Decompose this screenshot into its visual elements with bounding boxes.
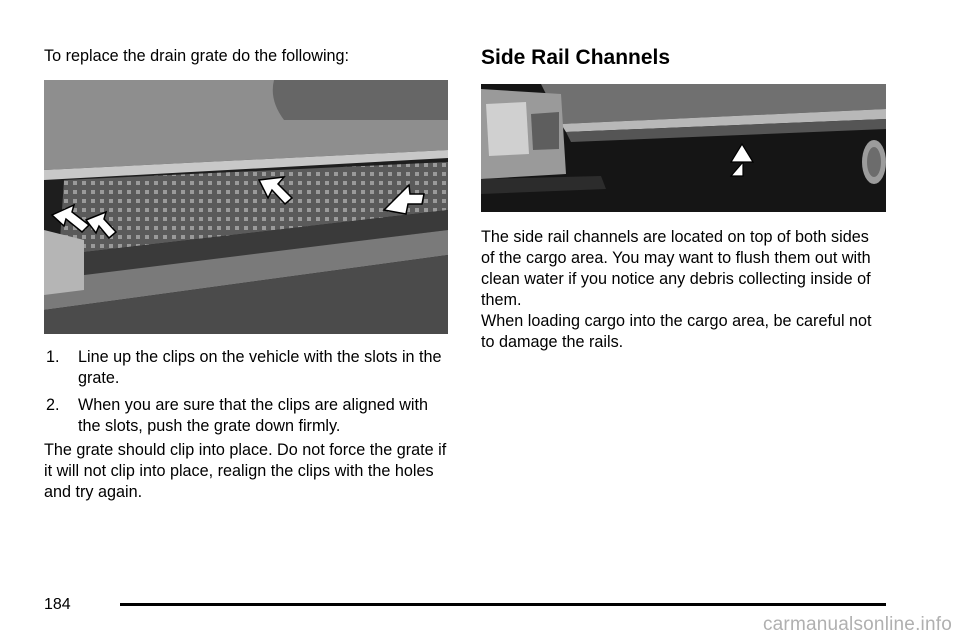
section-title: Side Rail Channels (481, 46, 671, 69)
page-number: 184 (44, 596, 71, 613)
step-text: When you are sure that the clips are aligned with the slots, push the grate down firmly. (78, 396, 429, 435)
list-item (44, 395, 448, 437)
list-item (44, 347, 448, 389)
steps-list (44, 347, 448, 443)
drain-grate-photo (44, 80, 448, 334)
step-number: 1. (46, 348, 60, 366)
cargo-loading-paragraph: When loading cargo into the cargo area, be careful not to damage the rails. (481, 312, 872, 351)
watermark: carmanualsonline.info (762, 614, 952, 635)
footer-divider (120, 603, 886, 606)
step-number: 2. (46, 396, 60, 414)
side-rail-photo (481, 84, 886, 212)
grate-note: The grate should clip into place. Do not force the grate if it will not clip into place, realign the clips with the holes and try again. (44, 441, 447, 501)
side-rail-paragraph: The side rail channels are located on top of both sides of the cargo area. You may want to flush them out with clean water if you notice any debris collecting inside of them. (481, 228, 871, 309)
intro-text: To replace the drain grate do the following: (44, 47, 350, 65)
step-text: Line up the clips on the vehicle with the slots in the grate. (78, 348, 442, 387)
